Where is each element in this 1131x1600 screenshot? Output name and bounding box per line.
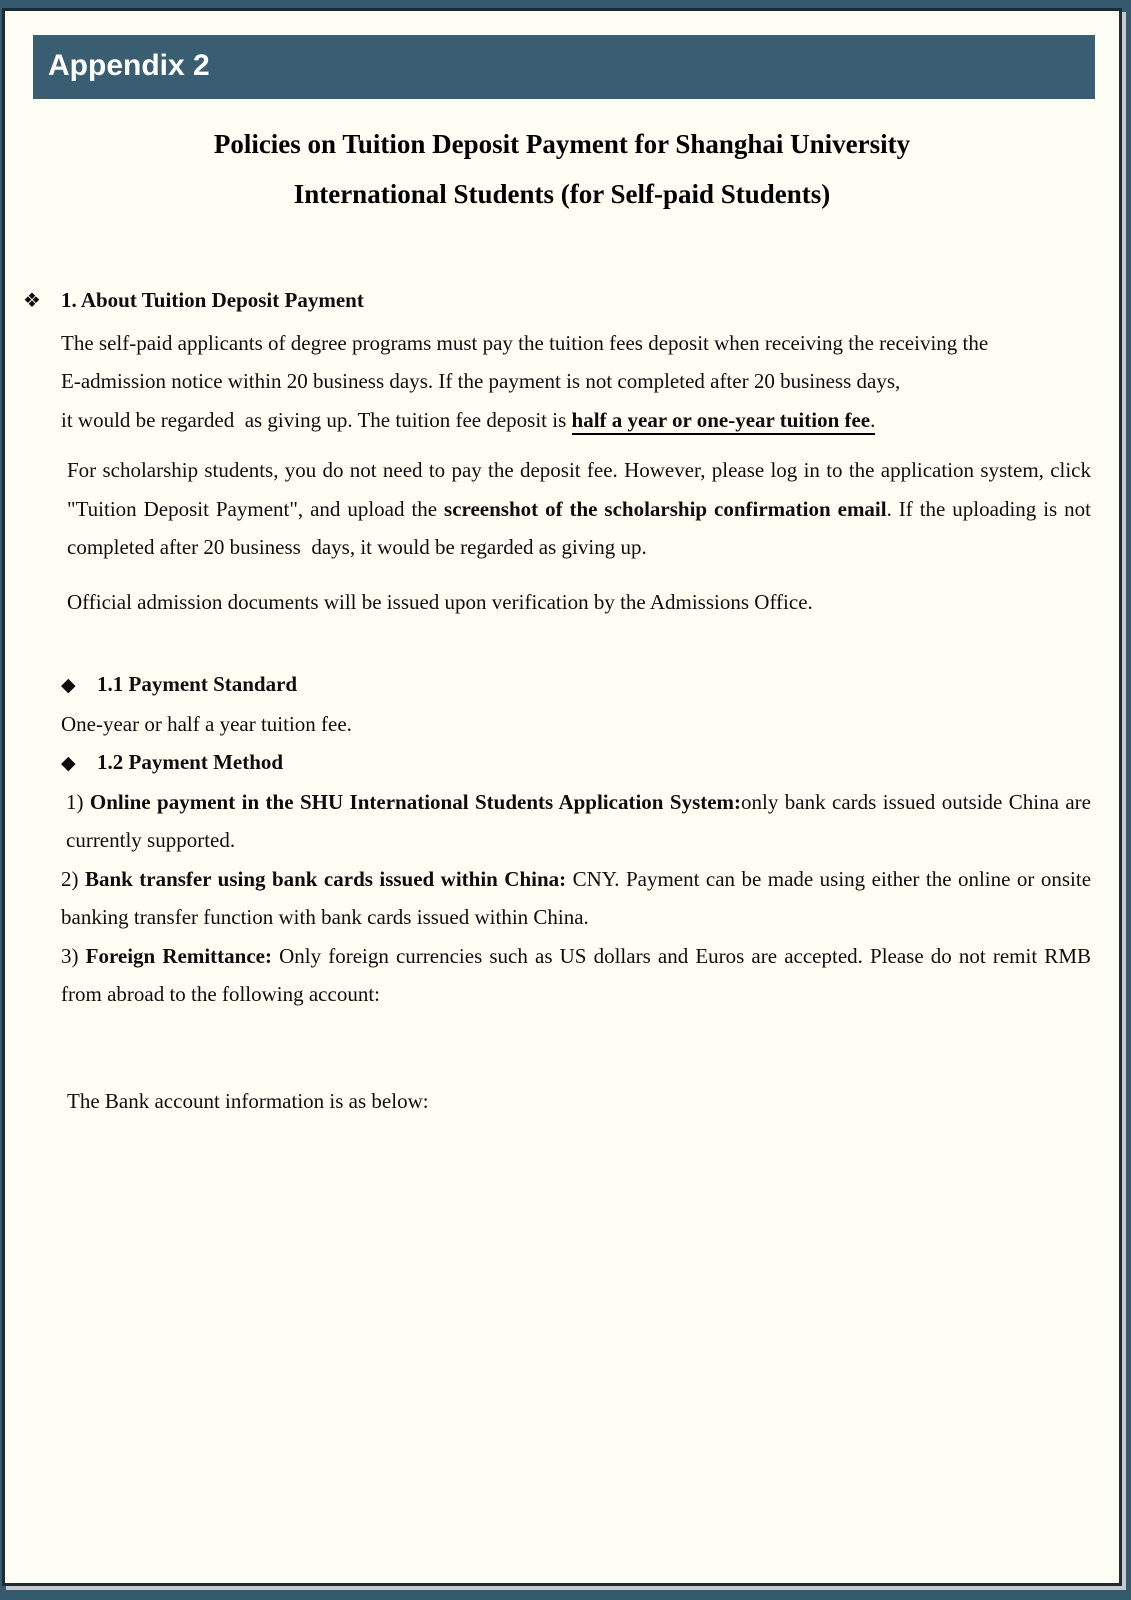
bank-account-note bbox=[61, 1082, 1091, 1121]
document-page bbox=[2, 8, 1122, 1586]
paragraph-scholarship bbox=[61, 451, 1097, 567]
payment-method-item-2 bbox=[61, 860, 1097, 937]
payment-method-item-1 bbox=[61, 783, 1097, 860]
paragraph-official-documents-text: Official admission documents will be issued upon verification by the Admissions Office. bbox=[67, 589, 813, 614]
diamond-cluster-bullet-icon: ❖ bbox=[23, 288, 41, 312]
bank-account-note-text: The Bank account information is as below: bbox=[67, 1088, 429, 1113]
appendix-header-bar bbox=[33, 35, 1095, 99]
item-3-prefix: 3) bbox=[61, 943, 86, 968]
section-1-1-heading bbox=[61, 665, 1091, 705]
section-1-2-heading bbox=[61, 743, 1091, 783]
diamond-bullet-icon: ◆ bbox=[61, 752, 76, 774]
item-3-bold: Foreign Remittance: bbox=[85, 943, 272, 968]
section-1-heading-text: 1. About Tuition Deposit Payment bbox=[61, 288, 364, 312]
paragraph-deposit-rule-line1: The self-paid applicants of degree programs must pay the tuition fees deposit when receiving the receiving the bbox=[61, 330, 989, 355]
paragraph-deposit-rule-line3: it would be regarded as giving up. The tuition fee deposit is bbox=[61, 407, 572, 432]
document-title bbox=[5, 119, 1119, 219]
payment-standard-body bbox=[61, 705, 1091, 744]
section-1-heading bbox=[23, 281, 1091, 320]
item-1-prefix: 1) bbox=[66, 789, 90, 814]
payment-method-item-3 bbox=[61, 937, 1097, 1014]
section-1-1-heading-text: 1.1 Payment Standard bbox=[97, 672, 298, 696]
item-1-bold: Online payment in the SHU International Students Application System: bbox=[89, 789, 742, 814]
appendix-label: Appendix 2 bbox=[48, 49, 210, 82]
paragraph-official-documents bbox=[61, 583, 1091, 622]
document-title-line1: Policies on Tuition Deposit Payment for Shanghai University bbox=[213, 129, 911, 159]
item-2-rest: CNY. Payment can be made using either the online or onsite banking transfer function with bank cards issued within China. bbox=[61, 866, 1097, 929]
paragraph-deposit-rule-line2: E-admission notice within 20 business days. If the payment is not completed after 20 business days, bbox=[61, 369, 901, 393]
document-body bbox=[5, 229, 1119, 1583]
underlined-deposit-amount bbox=[572, 408, 876, 435]
paragraph-scholarship-end: . If the uploading is not completed after 20 business days, it would be regarded as giving up. bbox=[67, 496, 1097, 559]
section-1-2-heading-text: 1.2 Payment Method bbox=[97, 750, 284, 774]
paragraph-deposit-rule bbox=[61, 324, 1091, 440]
payment-standard-text: One-year or half a year tuition fee. bbox=[61, 711, 352, 736]
item-1-rest: only bank cards issued outside China are currently supported. bbox=[66, 789, 1097, 852]
diamond-bullet-icon: ◆ bbox=[61, 674, 76, 696]
paragraph-scholarship-bold: screenshot of the scholarship confirmation email bbox=[444, 496, 887, 521]
item-3-rest: Only foreign currencies such as US dollars and Euros are accepted. Please do not remit RMB from abroad to the following account: bbox=[61, 943, 1097, 1006]
item-2-prefix: 2) bbox=[61, 866, 85, 891]
paragraph-scholarship-start: For scholarship students, you do not need to pay the deposit fee. However, please log in to the application system, click "Tuition Deposit Payment", and upload the bbox=[67, 458, 1097, 521]
deposit-amount-period: . bbox=[870, 407, 876, 432]
document-title-line2: International Students (for Self-paid Students) bbox=[293, 179, 831, 209]
item-2-bold: Bank transfer using bank cards issued within China: bbox=[84, 866, 567, 891]
deposit-amount-bold-text: half a year or one-year tuition fee bbox=[571, 407, 871, 432]
